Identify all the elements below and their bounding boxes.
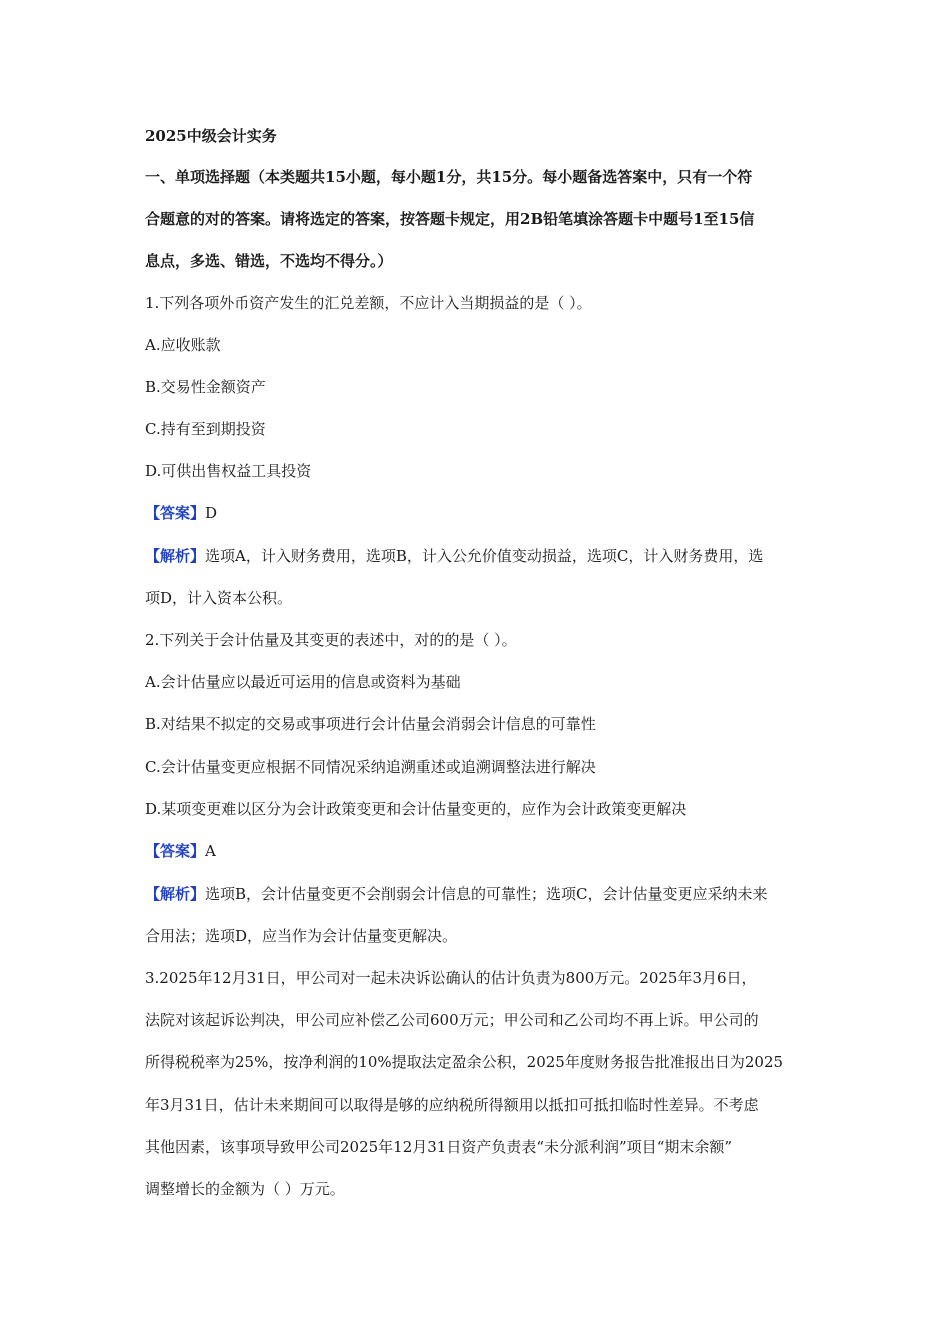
- answer-value: D: [205, 504, 218, 522]
- answer-value: A: [205, 842, 216, 860]
- question-3-line-5: 其他因素，该事项导致甲公司2025年12月31日资产负责表“未分派利润”项目“期末余额”: [145, 1138, 733, 1156]
- question-2-option-b: B.对结果不拟定的交易或事项进行会计估量会消弱会计信息的可靠性: [145, 715, 596, 733]
- question-1-answer: [145, 503, 217, 523]
- question-2-option-d: D.某项变更难以区分为会计政策变更和会计估量变更的，应作为会计政策变更解决: [145, 800, 687, 818]
- question-2-option-c: C.会计估量变更应根据不同情况采纳追溯重述或追溯调整法进行解决: [145, 758, 596, 776]
- question-2-analysis-line-2: 合用法；选项D，应当作为会计估量变更解决。: [145, 927, 458, 945]
- question-2-stem: 2.下列关于会计估量及其变更的表述中，对的的是（ ）。: [145, 631, 517, 649]
- section-heading-line-1: 一、单项选择题（本类题共15小题，每小题1分，共15分。每小题备选答案中，只有一个符: [145, 168, 753, 186]
- question-2-answer: [145, 841, 216, 861]
- analysis-text: 选项A，计入财务费用，选项B，计入公允价值变动损益，选项C，计入财务费用，选: [205, 547, 764, 565]
- section-heading-line-3: 息点，多选、错选，不选均不得分。）: [145, 252, 393, 270]
- question-3-line-6: 调整增长的金额为（ ）万元。: [145, 1180, 345, 1198]
- document-title: 2025中级会计实务: [145, 127, 277, 145]
- question-1-stem: 1.下列各项外币资产发生的汇兑差额，不应计入当期损益的是（ ）。: [145, 294, 592, 312]
- question-3-line-2: 法院对该起诉讼判决，甲公司应补偿乙公司600万元；甲公司和乙公司均不再上诉。甲公司的: [145, 1011, 759, 1029]
- question-3-line-3: 所得税税率为25%，按净利润的10%提取法定盈余公积，2025年度财务报告批准报出日为2025: [145, 1053, 784, 1071]
- section-heading-line-2: 合题意的对的答案。请将选定的答案，按答题卡规定，用2B铅笔填涂答题卡中题号1至15信: [145, 210, 755, 228]
- question-1-option-c: C.持有至到期投资: [145, 420, 266, 438]
- question-2-analysis-line-1: [145, 884, 768, 904]
- analysis-tag: 【解析】: [145, 547, 206, 565]
- question-1-option-b: B.交易性金额资产: [145, 378, 266, 396]
- answer-tag: 【答案】: [145, 504, 206, 522]
- question-1-option-a: A.应收账款: [145, 336, 221, 354]
- question-1-analysis-line-2: 项D，计入资本公积。: [145, 589, 293, 607]
- question-1-option-d: D.可供出售权益工具投资: [145, 462, 312, 480]
- analysis-tag: 【解析】: [145, 885, 206, 903]
- answer-tag: 【答案】: [145, 842, 206, 860]
- question-1-analysis-line-1: [145, 546, 763, 566]
- question-3-line-4: 年3月31日，估计未来期间可以取得是够的应纳税所得额用以抵扣可抵扣临时性差异。不考虑: [145, 1096, 759, 1114]
- analysis-text: 选项B，会计估量变更不会削弱会计信息的可靠性；选项C，会计估量变更应采纳未来: [205, 885, 768, 903]
- question-2-option-a: A.会计估量应以最近可运用的信息或资料为基础: [145, 673, 461, 691]
- question-3-line-1: 3.2025年12月31日，甲公司对一起未决诉讼确认的估计负责为800万元。2025年3月6日，: [145, 969, 757, 987]
